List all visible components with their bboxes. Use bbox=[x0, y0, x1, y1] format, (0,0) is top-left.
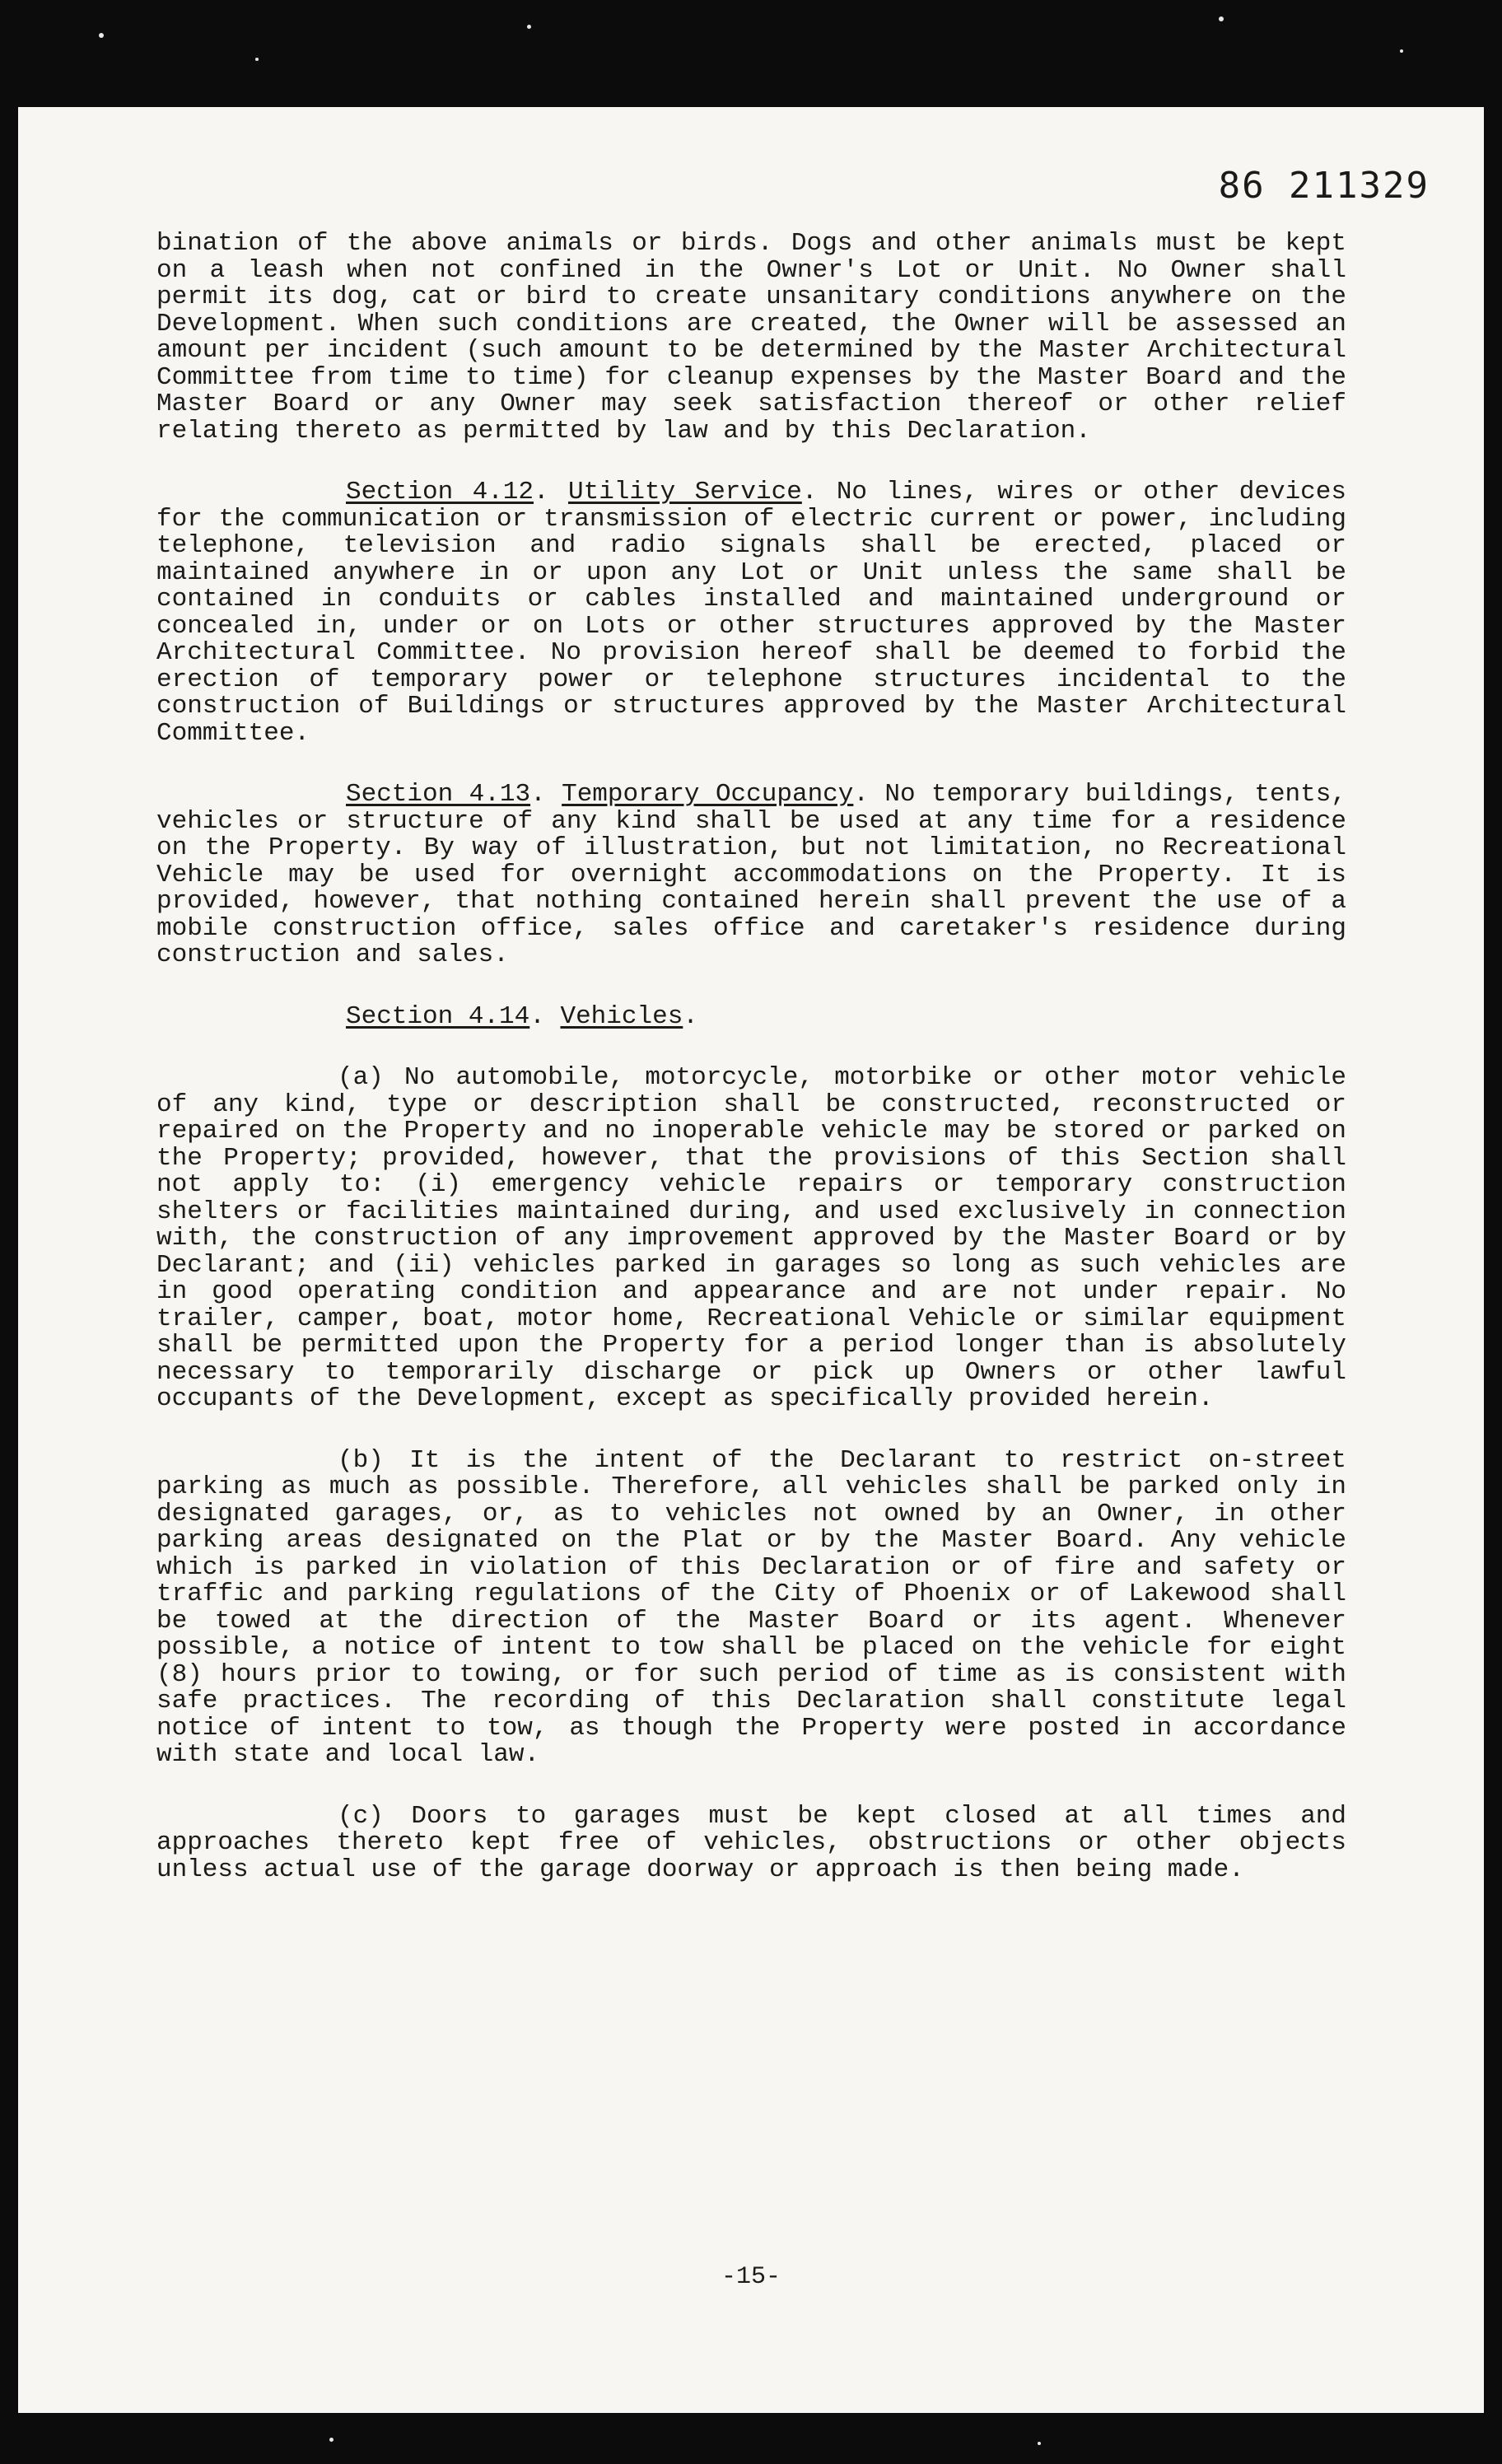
scan-speck bbox=[329, 2438, 334, 2442]
scan-speck bbox=[527, 25, 531, 29]
section-4-13-text: No temporary buildings, tents, vehicles or structure of any kind shall be used at any time for a residence on the Property. By way of illustration, but not limitation, no Recreational Vehicle may be used for overnight accommodations on the Property. It is provided, however, that nothing contained herein shall prevent the use of a mobile construction office, sales office and caretaker's residence during construction and sales. bbox=[156, 780, 1346, 969]
scan-speck bbox=[1400, 49, 1403, 53]
document-body bbox=[156, 231, 1346, 1918]
subsection-c: (c) Doors to garages must be kept closed at all times and approaches thereto kept free of vehicles, obstructions or other objects unless actual use of the garage doorway or approach is then being made. bbox=[156, 1801, 1346, 1884]
paragraph-animals-continued: bination of the above animals or birds. Dogs and other animals must be kept on a leash when not confined in the Owner's Lot or Unit. No Owner shall permit its dog, cat or bird to create unsanitary conditions anywhere on the Development. When such conditions are created, the Owner will be assessed an amount per incident (such amount to be determined by the Master Architectural Committee from time to time) for cleanup expenses by the Master Board and the Master Board or any Owner may seek satisfaction thereof or other relief relating thereto as permitted by law and by this Declaration. bbox=[156, 229, 1346, 446]
section-4-14-number: Section 4.14 bbox=[346, 1001, 530, 1031]
subsection-b: (b) It is the intent of the Declarant to restrict on-street parking as much as possible. Therefore, all vehicles shall be parked only in designated garages, or, as to vehicles not owned by an Owner, in other parking areas designated on the Plat or by the Master Board. Any vehicle which is parked in violation of this Declaration or of fire and safety or traffic and parking regulations of the City of Phoenix or of Lakewood shall be towed at the direction of the Master Board or its agent. Whenever possible, a notice of intent to tow shall be placed on the vehicle for eight (8) hours prior to towing, or for such period of time as is consistent with safe practices. The recording of this Declaration shall constitute legal notice of intent to tow, as though the Property were posted in accordance with state and local law. bbox=[156, 1445, 1346, 1769]
section-4-14-title: Vehicles bbox=[560, 1001, 683, 1031]
subsection-a: (a) No automobile, motorcycle, motorbike or other motor vehicle of any kind, type or description shall be constructed, reconstructed or repaired on the Property and no inoperable vehicle may be stored or parked on the Property; provided, however, that the provisions of this Section shall not apply to: (i) emergency vehicle repairs or temporary construction shelters or facilities maintained during, and used exclusively in connection with, the construction of any improvement approved by the Master Board or by Declarant; and (ii) vehicles parked in garages so long as such vehicles are in good operating condition and appearance and are not under repair. No trailer, camper, boat, motor home, Recreational Vehicle or similar equipment shall be permitted upon the Property for a period longer than is absolutely necessary to temporarily discharge or pick up Owners or other lawful occupants of the Development, except as specifically provided herein. bbox=[156, 1063, 1346, 1413]
section-4-13: Section 4.13. Temporary Occupancy. No temporary buildings, tents, vehicles or structure of any kind shall be used at any time for a residence on the Property. By way of illustration, but not limitation, no Recreational Vehicle may be used for overnight accommodations on the Property. It is provided, however, that nothing contained herein shall prevent the use of a mobile construction office, sales office and caretaker's residence during construction and sales. bbox=[156, 780, 1346, 969]
section-4-13-number: Section 4.13 bbox=[346, 780, 531, 809]
scan-speck bbox=[99, 33, 104, 38]
document-page bbox=[18, 107, 1484, 2413]
scan-speck bbox=[255, 58, 259, 61]
section-4-12-number: Section 4.12 bbox=[346, 478, 534, 506]
document-number: 86 211329 bbox=[1218, 165, 1430, 207]
section-4-12-title: Utility Service bbox=[568, 478, 802, 506]
section-4-14-heading: Section 4.14. Vehicles. bbox=[346, 1001, 698, 1031]
page-number: -15- bbox=[721, 2263, 781, 2291]
scan-speck bbox=[1219, 16, 1224, 21]
section-4-13-title: Temporary Occupancy bbox=[562, 780, 854, 809]
section-4-12: Section 4.12. Utility Service. No lines, wires or other devices for the communication or transmission of electric current or power, including telephone, television and radio signals shall be erected, placed or maintained anywhere in or upon any Lot or Unit unless the same shall be contained in conduits or cables installed and maintained underground or concealed in, under or on Lots or other structures approved by the Master Architectural Committee. No provision hereof shall be deemed to forbid the erection of temporary power or telephone structures incidental to the construction of Buildings or structures approved by the Master Architectural Committee. bbox=[156, 478, 1346, 748]
scan-speck bbox=[1038, 2442, 1041, 2445]
section-4-12-text: No lines, wires or other devices for the communication or transmission of electric current or power, including telephone, television and radio signals shall be erected, placed or maintained anywhere in or upon any Lot or Unit unless the same shall be contained in conduits or cables installed and maintained underground or concealed in, under or on Lots or other structures approved by the Master Architectural Committee. No provision hereof shall be deemed to forbid the erection of temporary power or telephone structures incidental to the construction of Buildings or structures approved by the Master Architectural Committee. bbox=[156, 478, 1346, 748]
